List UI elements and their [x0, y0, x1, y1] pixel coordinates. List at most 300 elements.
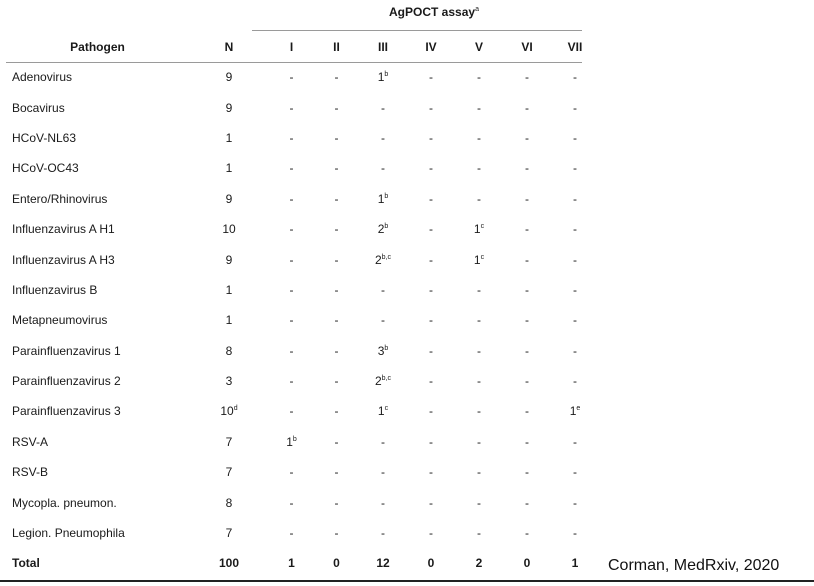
- column-header-n: N: [224, 40, 234, 54]
- cell-assay-i: [269, 244, 314, 274]
- table-header-row: [6, 32, 599, 62]
- cell-value: -: [477, 434, 481, 449]
- cell-assay-i: [269, 457, 314, 487]
- cell-value: 1: [225, 130, 233, 145]
- cell-assay-i: [269, 214, 314, 244]
- pathogen-name: Metapneumovirus: [12, 313, 108, 328]
- table-row: [6, 305, 599, 335]
- cell-assay-vii: [551, 305, 599, 335]
- cell-value: 2: [374, 374, 382, 389]
- cell-assay-vi: [503, 366, 551, 396]
- cell-assay-iv: [407, 123, 455, 153]
- total-assay-v: 2: [475, 556, 483, 571]
- cell-assay-iii: [359, 305, 407, 335]
- cell-value: -: [289, 404, 294, 419]
- cell-assay-vi: [503, 275, 551, 305]
- cell-value: -: [525, 191, 529, 206]
- cell-value: -: [289, 313, 294, 328]
- cell-value: -: [429, 130, 433, 145]
- cell-assay-ii: [314, 184, 359, 214]
- cell-assay-i: [269, 92, 314, 122]
- cell-assay-vi: [503, 214, 551, 244]
- cell-assay-iv: [407, 487, 455, 517]
- cell-value: -: [477, 70, 481, 85]
- table-row: [6, 153, 599, 183]
- cell-value: -: [334, 526, 339, 541]
- cell-value: -: [477, 100, 481, 115]
- cell-assay-vi: [503, 153, 551, 183]
- cell-value: -: [525, 100, 529, 115]
- cell-value: -: [289, 130, 294, 145]
- cell-value: -: [334, 374, 339, 389]
- cell-value: -: [573, 313, 577, 328]
- cell-assay-v: [455, 123, 503, 153]
- footnote-marker: c: [384, 405, 389, 413]
- cell-assay-iv: [407, 62, 455, 92]
- pathogen-name: HCoV-NL63: [12, 130, 77, 145]
- cell-value: 1: [225, 313, 233, 328]
- cell-value: -: [573, 495, 577, 510]
- cell-value: -: [525, 374, 529, 389]
- cell-assay-vii: [551, 396, 599, 426]
- cell-assay-vi: [503, 184, 551, 214]
- cell-assay-vii: [551, 487, 599, 517]
- cell-n: [189, 336, 269, 366]
- cell-assay-vi: [503, 62, 551, 92]
- cell-value: 7: [225, 465, 233, 480]
- cell-assay-i: [269, 366, 314, 396]
- cell-assay-iii: [359, 336, 407, 366]
- cell-assay-iv: [407, 214, 455, 244]
- cell-value: -: [477, 282, 481, 297]
- cell-assay-vii: [551, 184, 599, 214]
- cell-value: -: [429, 70, 433, 85]
- cell-value: -: [477, 374, 481, 389]
- cell-assay-vii: [551, 153, 599, 183]
- cell-value: -: [573, 526, 577, 541]
- table-body: [6, 62, 599, 548]
- total-assay-vi: 0: [523, 556, 531, 571]
- cell-assay-iii: [359, 123, 407, 153]
- cell-assay-vi: [503, 123, 551, 153]
- total-row: [6, 548, 599, 578]
- cell-value: 7: [225, 526, 233, 541]
- pathogen-name: Bocavirus: [12, 100, 65, 115]
- cell-value: -: [289, 191, 294, 206]
- pathogen-name: RSV-A: [12, 434, 49, 449]
- table-row: [6, 336, 599, 366]
- table-row: [6, 244, 599, 274]
- cell-assay-ii: [314, 396, 359, 426]
- footnote-marker: b: [384, 71, 389, 79]
- total-n: 100: [218, 556, 240, 571]
- cell-assay-v: [455, 244, 503, 274]
- total-assay-ii: 0: [333, 556, 340, 571]
- cell-assay-vii: [551, 518, 599, 548]
- cell-value: -: [525, 343, 529, 358]
- cell-value: -: [334, 465, 339, 480]
- cell-assay-iii: [359, 457, 407, 487]
- cell-assay-v: [455, 184, 503, 214]
- cell-assay-iii: [359, 518, 407, 548]
- cell-assay-vi: [503, 305, 551, 335]
- cell-value: 1: [225, 282, 233, 297]
- cell-value: -: [573, 282, 577, 297]
- cell-value: -: [429, 465, 433, 480]
- cell-assay-i: [269, 62, 314, 92]
- cell-value: -: [334, 434, 339, 449]
- cell-assay-iv: [407, 184, 455, 214]
- column-header-assay-iii: III: [377, 40, 388, 54]
- cell-value: -: [381, 465, 385, 480]
- cell-n: [189, 487, 269, 517]
- cell-value: -: [525, 252, 529, 267]
- table-row: [6, 396, 599, 426]
- cell-n: [189, 396, 269, 426]
- cell-assay-iv: [407, 366, 455, 396]
- cell-assay-vii: [551, 457, 599, 487]
- cell-assay-vi: [503, 244, 551, 274]
- pathogen-name: Adenovirus: [12, 70, 73, 85]
- cell-assay-iii: [359, 396, 407, 426]
- cell-assay-vii: [551, 92, 599, 122]
- cell-value: -: [573, 434, 577, 449]
- cell-value: -: [334, 404, 339, 419]
- cell-value: -: [573, 343, 577, 358]
- cell-value: 1: [225, 161, 233, 176]
- cell-value: -: [573, 465, 577, 480]
- cell-assay-ii: [314, 153, 359, 183]
- cell-value: -: [525, 495, 529, 510]
- cell-assay-vii: [551, 275, 599, 305]
- cell-assay-iv: [407, 396, 455, 426]
- cell-value: -: [573, 70, 577, 85]
- total-assay-vii: 1: [571, 556, 579, 571]
- cell-value: 1: [377, 404, 385, 419]
- cell-value: -: [289, 70, 294, 85]
- cell-value: 10: [220, 404, 234, 419]
- cell-value: -: [334, 343, 339, 358]
- cell-assay-vi: [503, 336, 551, 366]
- cell-assay-i: [269, 518, 314, 548]
- cell-value: 7: [225, 434, 233, 449]
- cell-value: -: [429, 100, 433, 115]
- table-row: [6, 275, 599, 305]
- cell-value: -: [429, 313, 433, 328]
- cell-value: -: [334, 252, 339, 267]
- cell-value: -: [289, 495, 294, 510]
- total-assay-iii: 12: [376, 556, 390, 571]
- cell-assay-v: [455, 427, 503, 457]
- cell-value: -: [525, 70, 529, 85]
- cell-assay-i: [269, 336, 314, 366]
- cell-value: -: [381, 100, 385, 115]
- cell-assay-iv: [407, 92, 455, 122]
- cell-value: -: [525, 161, 529, 176]
- cell-assay-iv: [407, 153, 455, 183]
- cell-assay-ii: [314, 427, 359, 457]
- cell-assay-ii: [314, 487, 359, 517]
- cell-value: -: [381, 282, 385, 297]
- cell-value: -: [429, 191, 433, 206]
- cell-value: -: [477, 313, 481, 328]
- table-row: [6, 62, 599, 92]
- cell-assay-iv: [407, 457, 455, 487]
- cell-n: [189, 305, 269, 335]
- cell-value: -: [477, 343, 481, 358]
- cell-n: [189, 153, 269, 183]
- cell-value: -: [289, 161, 294, 176]
- footnote-marker: b: [384, 192, 389, 200]
- cell-value: -: [381, 161, 385, 176]
- cell-assay-v: [455, 153, 503, 183]
- cell-value: -: [429, 374, 433, 389]
- cell-value: -: [334, 282, 339, 297]
- cell-value: -: [289, 465, 294, 480]
- table-row: [6, 184, 599, 214]
- cell-assay-iv: [407, 275, 455, 305]
- cell-value: -: [334, 191, 339, 206]
- cell-value: -: [525, 434, 529, 449]
- cell-assay-i: [269, 305, 314, 335]
- bottom-border-line: [0, 580, 814, 582]
- cell-assay-iii: [359, 62, 407, 92]
- cell-assay-ii: [314, 336, 359, 366]
- cell-value: -: [477, 526, 481, 541]
- pathogen-name: Parainfluenzavirus 1: [12, 343, 121, 358]
- column-header-assay-ii: II: [333, 40, 340, 54]
- pathogen-name: Entero/Rhinovirus: [12, 191, 108, 206]
- cell-n: [189, 427, 269, 457]
- cell-assay-v: [455, 518, 503, 548]
- cell-value: -: [525, 222, 529, 237]
- cell-value: -: [429, 526, 433, 541]
- cell-value: -: [334, 100, 339, 115]
- pathogen-name: Influenzavirus A H3: [12, 252, 115, 267]
- column-header-assay-i: I: [289, 40, 294, 54]
- cell-value: 1: [377, 191, 385, 206]
- cell-assay-iii: [359, 244, 407, 274]
- footnote-marker: b: [384, 223, 389, 231]
- cell-value: -: [477, 495, 481, 510]
- cell-value: 3: [225, 374, 233, 389]
- total-assay-iv: 0: [427, 556, 435, 571]
- cell-value: -: [429, 495, 433, 510]
- cell-assay-v: [455, 457, 503, 487]
- cell-assay-iii: [359, 366, 407, 396]
- cell-value: -: [381, 495, 385, 510]
- cell-value: -: [334, 130, 339, 145]
- cell-value: 2: [374, 252, 382, 267]
- pathogen-name: Legion. Pneumophila: [12, 526, 125, 541]
- cell-assay-v: [455, 366, 503, 396]
- cell-value: 1: [569, 404, 577, 419]
- table-row: [6, 518, 599, 548]
- cell-value: -: [477, 465, 481, 480]
- column-header-assay-vii: VII: [567, 40, 583, 54]
- cell-assay-ii: [314, 123, 359, 153]
- cell-assay-i: [269, 427, 314, 457]
- cell-assay-vi: [503, 487, 551, 517]
- cell-value: -: [381, 313, 385, 328]
- cell-n: [189, 184, 269, 214]
- cell-value: -: [429, 404, 433, 419]
- cell-value: -: [477, 191, 481, 206]
- cell-value: -: [477, 130, 481, 145]
- cell-value: 1: [377, 70, 385, 85]
- pathogen-name: Mycopla. pneumon.: [12, 495, 117, 510]
- cell-value: -: [334, 161, 339, 176]
- cell-assay-vii: [551, 244, 599, 274]
- cell-value: 9: [225, 252, 233, 267]
- cell-assay-ii: [314, 244, 359, 274]
- cell-assay-ii: [314, 214, 359, 244]
- cell-value: -: [381, 130, 385, 145]
- cell-n: [189, 518, 269, 548]
- pathogen-results-table: [6, 32, 599, 579]
- total-label: Total: [12, 556, 40, 571]
- cell-n: [189, 275, 269, 305]
- cell-assay-vi: [503, 518, 551, 548]
- cell-n: [189, 62, 269, 92]
- cell-value: -: [334, 222, 339, 237]
- cell-value: 9: [225, 191, 233, 206]
- cell-assay-v: [455, 336, 503, 366]
- cell-value: -: [334, 313, 339, 328]
- cell-value: 9: [225, 100, 233, 115]
- footnote-marker: e: [576, 405, 581, 413]
- cell-assay-iii: [359, 427, 407, 457]
- assay-header-marker: a: [475, 6, 479, 13]
- footnote-marker: b: [384, 344, 389, 352]
- cell-assay-i: [269, 184, 314, 214]
- cell-value: -: [429, 282, 433, 297]
- cell-n: [189, 457, 269, 487]
- pathogen-name: Parainfluenzavirus 3: [12, 404, 121, 419]
- footnote-marker: c: [480, 223, 485, 231]
- footnote-marker: d: [233, 405, 238, 413]
- citation-text: Corman, MedRxiv, 2020: [608, 557, 780, 574]
- cell-assay-vii: [551, 427, 599, 457]
- footnote-marker: b,c: [381, 253, 392, 261]
- table-row: [6, 487, 599, 517]
- cell-value: 9: [225, 70, 233, 85]
- cell-assay-vii: [551, 214, 599, 244]
- cell-assay-v: [455, 487, 503, 517]
- cell-value: 8: [225, 495, 233, 510]
- cell-value: -: [525, 130, 529, 145]
- cell-value: -: [289, 343, 294, 358]
- cell-value: -: [334, 495, 339, 510]
- cell-value: 1: [286, 434, 293, 449]
- cell-value: -: [289, 100, 294, 115]
- cell-n: [189, 92, 269, 122]
- cell-assay-vi: [503, 457, 551, 487]
- cell-assay-i: [269, 396, 314, 426]
- pathogen-name: RSV-B: [12, 465, 49, 480]
- pathogen-name: Influenzavirus A H1: [12, 222, 115, 237]
- footnote-marker: c: [480, 253, 485, 261]
- cell-assay-i: [269, 487, 314, 517]
- cell-n: [189, 366, 269, 396]
- cell-assay-vi: [503, 92, 551, 122]
- assay-header-label: AgPOCT assay: [389, 5, 476, 19]
- table-row: [6, 366, 599, 396]
- total-assay-i: 1: [288, 556, 295, 571]
- cell-n: [189, 214, 269, 244]
- cell-value: -: [289, 252, 294, 267]
- table-row: [6, 457, 599, 487]
- cell-n: [189, 244, 269, 274]
- cell-assay-iv: [407, 244, 455, 274]
- cell-value: -: [525, 404, 529, 419]
- cell-assay-iv: [407, 305, 455, 335]
- cell-assay-v: [455, 275, 503, 305]
- cell-value: -: [573, 252, 577, 267]
- pathogen-name: Parainfluenzavirus 2: [12, 374, 121, 389]
- footnote-marker: b: [292, 435, 297, 443]
- cell-assay-vii: [551, 62, 599, 92]
- cell-assay-ii: [314, 275, 359, 305]
- cell-assay-iii: [359, 153, 407, 183]
- cell-value: -: [289, 282, 294, 297]
- assay-group-header: [364, 5, 504, 19]
- table-row: [6, 123, 599, 153]
- cell-assay-ii: [314, 62, 359, 92]
- cell-value: -: [381, 526, 385, 541]
- cell-value: -: [573, 191, 577, 206]
- cell-assay-iv: [407, 427, 455, 457]
- cell-value: -: [525, 526, 529, 541]
- column-header-assay-v: V: [474, 40, 483, 54]
- cell-assay-vii: [551, 336, 599, 366]
- cell-assay-v: [455, 396, 503, 426]
- column-header-pathogen: Pathogen: [70, 40, 125, 54]
- cell-value: -: [289, 374, 294, 389]
- cell-assay-ii: [314, 305, 359, 335]
- cell-assay-v: [455, 62, 503, 92]
- cell-value: -: [525, 313, 529, 328]
- cell-value: 10: [222, 222, 236, 237]
- cell-value: -: [573, 374, 577, 389]
- table-row: [6, 92, 599, 122]
- cell-value: 2: [377, 222, 385, 237]
- cell-value: -: [525, 465, 529, 480]
- pathogen-name: HCoV-OC43: [12, 161, 79, 176]
- cell-assay-iii: [359, 184, 407, 214]
- cell-value: -: [289, 222, 294, 237]
- footnote-marker: b,c: [381, 375, 392, 383]
- cell-assay-iv: [407, 518, 455, 548]
- cell-value: -: [573, 100, 577, 115]
- cell-assay-iii: [359, 487, 407, 517]
- cell-value: -: [334, 70, 339, 85]
- cell-value: 8: [225, 343, 233, 358]
- cell-value: -: [289, 526, 294, 541]
- cell-assay-iii: [359, 214, 407, 244]
- cell-assay-ii: [314, 92, 359, 122]
- cell-value: -: [429, 161, 433, 176]
- cell-value: 1: [473, 222, 481, 237]
- cell-n: [189, 123, 269, 153]
- cell-assay-v: [455, 92, 503, 122]
- cell-value: -: [573, 222, 577, 237]
- cell-assay-ii: [314, 366, 359, 396]
- cell-assay-v: [455, 214, 503, 244]
- cell-assay-i: [269, 123, 314, 153]
- cell-assay-i: [269, 275, 314, 305]
- cell-value: -: [429, 343, 433, 358]
